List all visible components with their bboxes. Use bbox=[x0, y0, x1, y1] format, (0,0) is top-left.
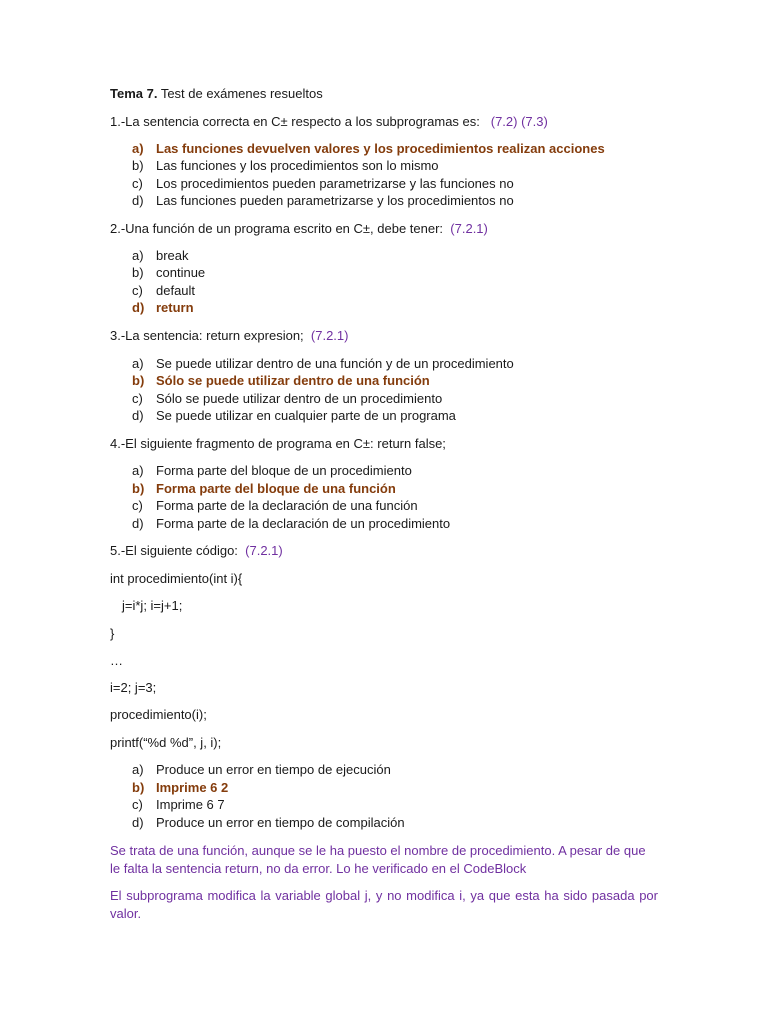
explanation-note-1: Se trata de una función, aunque se le ha puesto el nombre de procedimiento. A pesar de que le falta la sentencia return, no da error. Lo he verificado en el CodeBlock bbox=[110, 843, 646, 876]
question-2 bbox=[110, 221, 488, 237]
title-bold: Tema 7. bbox=[110, 86, 158, 101]
code-line: … bbox=[110, 653, 123, 668]
option-letter: b) bbox=[132, 481, 145, 496]
option-letter: c) bbox=[132, 498, 143, 513]
question-4-text: 4.-El siguiente fragmento de programa en C±: return false; bbox=[110, 436, 446, 451]
option-text: Los procedimientos pueden parametrizarse y las funciones no bbox=[156, 176, 514, 191]
question-4-option-d bbox=[132, 516, 450, 532]
question-4-option-c bbox=[132, 498, 418, 514]
option-letter: d) bbox=[132, 516, 144, 531]
title-rest: Test de exámenes resueltos bbox=[157, 86, 323, 101]
question-3-ref: (7.2.1) bbox=[310, 328, 349, 343]
option-letter: b) bbox=[132, 158, 144, 173]
option-letter: c) bbox=[132, 283, 143, 298]
code-line: printf(“%d %d”, j, i); bbox=[110, 735, 222, 750]
option-letter: d) bbox=[132, 408, 144, 423]
option-text: Las funciones pueden parametrizarse y los procedimientos no bbox=[156, 193, 514, 208]
option-letter: d) bbox=[132, 815, 144, 830]
question-5-option-c bbox=[132, 797, 225, 813]
option-text: return bbox=[156, 300, 194, 315]
question-1 bbox=[110, 114, 548, 130]
option-text: Sólo se puede utilizar dentro de un procedimiento bbox=[156, 391, 443, 406]
question-3-option-c bbox=[132, 391, 442, 407]
question-5-text: 5.-El siguiente código: bbox=[110, 543, 238, 558]
option-text: Se puede utilizar en cualquier parte de un programa bbox=[156, 408, 456, 423]
page-title bbox=[110, 86, 323, 102]
question-1-text: 1.-La sentencia correcta en C± respecto a los subprogramas es: bbox=[110, 114, 480, 129]
option-text: Se puede utilizar dentro de una función y de un procedimiento bbox=[156, 356, 514, 371]
question-2-text: 2.-Una función de un programa escrito en C±, debe tener: bbox=[110, 221, 444, 236]
option-letter: c) bbox=[132, 391, 143, 406]
question-5-option-d bbox=[132, 815, 405, 831]
option-letter: a) bbox=[132, 762, 144, 777]
question-2-option-c bbox=[132, 283, 195, 299]
option-letter: c) bbox=[132, 797, 143, 812]
explanation-note-2: El subprograma modifica la variable global j, y no modifica i, ya que esta ha sido pasada por valor. bbox=[110, 888, 658, 921]
question-4-option-a bbox=[132, 463, 412, 479]
option-text: Forma parte de la declaración de un procedimiento bbox=[156, 516, 451, 531]
question-5-option-b bbox=[132, 780, 228, 796]
question-4 bbox=[110, 436, 446, 452]
option-letter: b) bbox=[132, 780, 145, 795]
code-line: i=2; j=3; bbox=[110, 680, 157, 695]
option-text: Forma parte de la declaración de una función bbox=[156, 498, 418, 513]
question-5-option-a bbox=[132, 762, 391, 778]
question-5 bbox=[110, 543, 283, 559]
option-letter: c) bbox=[132, 176, 143, 191]
question-3-text: 3.-La sentencia: return expresion; bbox=[110, 328, 304, 343]
option-letter: b) bbox=[132, 265, 144, 280]
question-3-option-d bbox=[132, 408, 456, 424]
question-1-option-a bbox=[132, 141, 605, 157]
option-letter: b) bbox=[132, 373, 145, 388]
question-1-ref: (7.2) (7.3) bbox=[490, 114, 548, 129]
option-text: default bbox=[156, 283, 196, 298]
option-letter: a) bbox=[132, 356, 144, 371]
question-2-option-a bbox=[132, 248, 189, 264]
code-line: j=i*j; i=j+1; bbox=[122, 598, 183, 613]
option-text: Forma parte del bloque de un procedimiento bbox=[156, 463, 412, 478]
question-3-option-b bbox=[132, 373, 430, 389]
code-line: } bbox=[110, 626, 115, 641]
question-1-option-c bbox=[132, 176, 514, 192]
option-text: break bbox=[156, 248, 189, 263]
option-text: Forma parte del bloque de una función bbox=[156, 481, 396, 496]
question-1-option-b bbox=[132, 158, 439, 174]
option-letter: d) bbox=[132, 193, 144, 208]
option-text: Las funciones devuelven valores y los procedimientos realizan acciones bbox=[156, 141, 605, 156]
question-2-option-b bbox=[132, 265, 205, 281]
option-text: Produce un error en tiempo de ejecución bbox=[156, 762, 391, 777]
option-text: Imprime 6 7 bbox=[156, 797, 225, 812]
question-1-option-d bbox=[132, 193, 514, 209]
option-text: Sólo se puede utilizar dentro de una función bbox=[156, 373, 430, 388]
option-text: Produce un error en tiempo de compilación bbox=[156, 815, 405, 830]
option-letter: a) bbox=[132, 248, 144, 263]
question-5-ref: (7.2.1) bbox=[245, 543, 283, 558]
question-3 bbox=[110, 328, 348, 344]
code-line: int procedimiento(int i){ bbox=[110, 571, 243, 586]
code-line: procedimiento(i); bbox=[110, 707, 207, 722]
question-2-option-d bbox=[132, 300, 194, 316]
option-letter: a) bbox=[132, 141, 144, 156]
question-3-option-a bbox=[132, 356, 514, 372]
question-4-option-b bbox=[132, 481, 396, 497]
option-text: Las funciones y los procedimientos son lo mismo bbox=[156, 158, 439, 173]
option-text: Imprime 6 2 bbox=[156, 780, 229, 795]
question-2-ref: (7.2.1) bbox=[450, 221, 488, 236]
option-letter: a) bbox=[132, 463, 144, 478]
option-letter: d) bbox=[132, 300, 145, 315]
option-text: continue bbox=[156, 265, 206, 280]
